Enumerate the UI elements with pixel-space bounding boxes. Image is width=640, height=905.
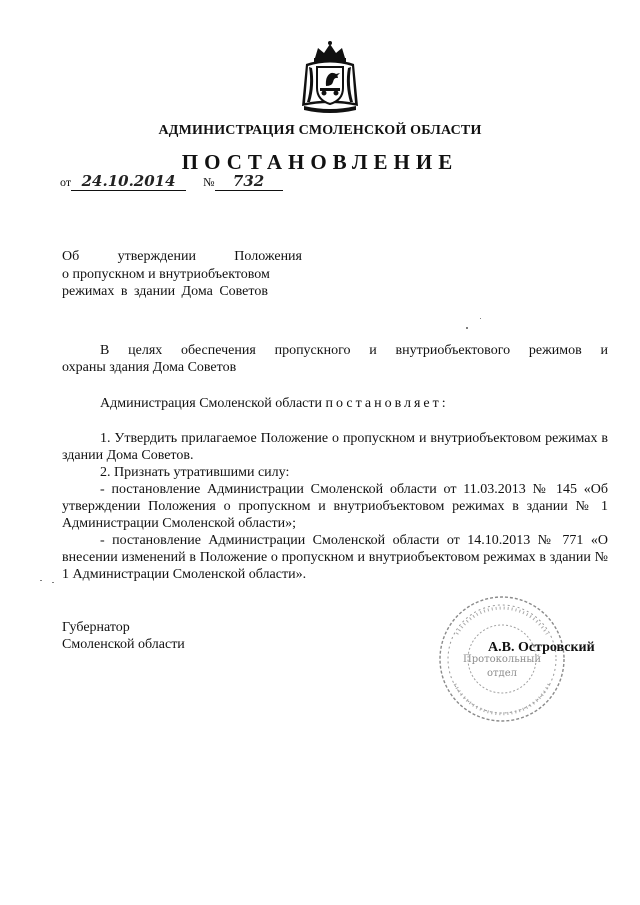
number-prefix: № [203, 175, 215, 189]
signatory-position [62, 619, 185, 653]
subject-line-2: о пропускном и внутриобъектовом [62, 266, 270, 282]
resolves-subject: Администрация Смоленской области [100, 396, 323, 411]
document-subject [62, 248, 302, 301]
date-number-line [60, 172, 283, 191]
coat-of-arms-emblem [298, 40, 362, 116]
number-value: 732 [215, 172, 283, 191]
organization-title: АДМИНИСТРАЦИЯ СМОЛЕНСКОЙ ОБЛАСТИ [158, 123, 482, 138]
scan-speck [52, 582, 54, 583]
resolves-paragraph [62, 395, 608, 412]
document-type-title: ПОСТАНОВЛЕНИЕ [181, 150, 459, 174]
date-prefix: от [60, 175, 72, 189]
stamp-line-2: отдел [487, 668, 517, 679]
purpose-line-1: В целях обеспечения пропускного и внутриобъектового режимов и [100, 343, 608, 358]
signatory-name: А.В. Островский [488, 640, 595, 655]
position-line-2: Смоленской области [62, 637, 185, 652]
purpose-line-2: охраны здания Дома Советов [62, 360, 237, 375]
item-1: 1. Утвердить прилагаемое Положение о пропускном и внутриобъектовом режимах в здании Дома Советов. [62, 431, 608, 463]
subject-line-3: режимах в здании Дома Советов [62, 284, 268, 299]
scan-speck [480, 318, 481, 319]
date-value: 24.10.2014 [71, 172, 186, 191]
resolves-verb: постановляет: [325, 396, 449, 411]
round-stamp [437, 594, 567, 724]
item-2b: - постановление Администрации Смоленской области от 14.10.2013 № 771 «О внесении изменений в Положение о пропускном и внутриобъектовом режимах в здании № 1 Администрации Смоленской области». [62, 533, 608, 582]
subject-line-1: Об утверждении Положения [62, 249, 302, 264]
scan-speck [40, 580, 42, 581]
resolution-items [62, 430, 608, 583]
scan-speck [466, 327, 468, 329]
stamp-line-1: Протокольный [462, 654, 542, 665]
item-2a: - постановление Администрации Смоленской области от 11.03.2013 № 145 «Об утверждении Положения о пропускном и внутриобъектовом режимах в здании № 1 Администрации Смоленской области»; [62, 482, 608, 531]
purpose-paragraph [62, 342, 608, 376]
item-2: 2. Признать утратившими силу: [100, 465, 290, 480]
position-line-1: Губернатор [62, 620, 130, 635]
